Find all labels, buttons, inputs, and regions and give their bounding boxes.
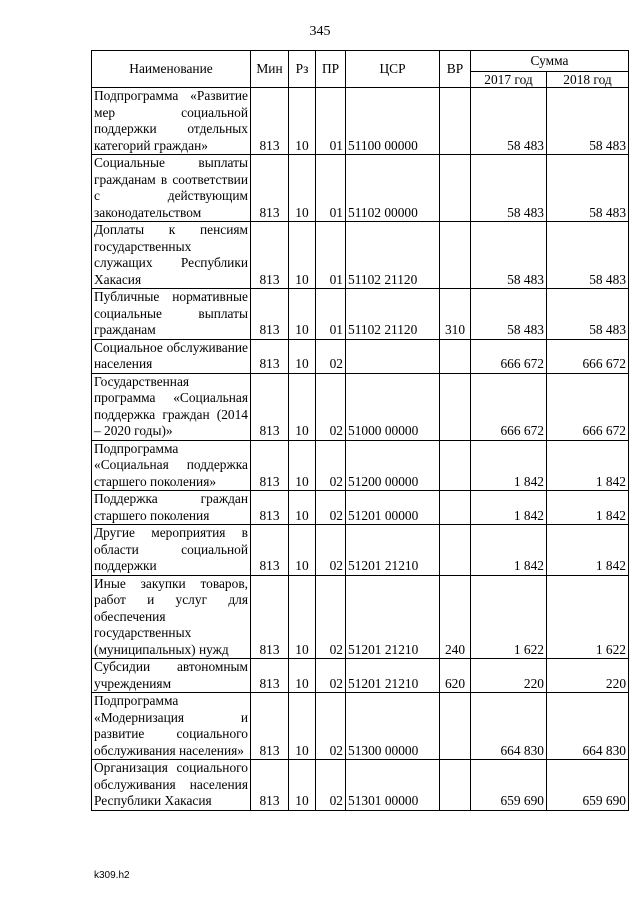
cell-rz: 10 bbox=[289, 659, 316, 693]
cell-vr bbox=[440, 155, 471, 222]
cell-2018: 666 672 bbox=[547, 373, 629, 440]
cell-vr bbox=[440, 440, 471, 491]
cell-2018: 1 842 bbox=[547, 525, 629, 576]
cell-csr: 51200 00000 bbox=[346, 440, 440, 491]
cell-2017: 666 672 bbox=[471, 339, 547, 373]
cell-name: Социальные выплаты гражданам в соответствии с действующим законодательством bbox=[92, 155, 251, 222]
cell-2018: 659 690 bbox=[547, 760, 629, 811]
cell-min: 813 bbox=[251, 525, 289, 576]
cell-csr: 51201 21210 bbox=[346, 525, 440, 576]
cell-vr bbox=[440, 373, 471, 440]
cell-vr bbox=[440, 339, 471, 373]
header-sum: Сумма bbox=[471, 51, 629, 72]
cell-pr: 02 bbox=[316, 659, 346, 693]
table-row bbox=[92, 289, 629, 340]
table-row bbox=[92, 659, 629, 693]
cell-2018: 220 bbox=[547, 659, 629, 693]
cell-pr: 02 bbox=[316, 693, 346, 760]
table-body bbox=[92, 88, 629, 811]
cell-csr: 51102 00000 bbox=[346, 155, 440, 222]
cell-pr: 02 bbox=[316, 339, 346, 373]
cell-min: 813 bbox=[251, 693, 289, 760]
cell-pr: 02 bbox=[316, 373, 346, 440]
table-row bbox=[92, 222, 629, 289]
cell-rz: 10 bbox=[289, 373, 316, 440]
cell-2018: 666 672 bbox=[547, 339, 629, 373]
cell-rz: 10 bbox=[289, 693, 316, 760]
cell-2018: 1 842 bbox=[547, 440, 629, 491]
cell-min: 813 bbox=[251, 88, 289, 155]
cell-rz: 10 bbox=[289, 289, 316, 340]
cell-2017: 1 842 bbox=[471, 491, 547, 525]
cell-2018: 664 830 bbox=[547, 693, 629, 760]
cell-2018: 58 483 bbox=[547, 289, 629, 340]
cell-rz: 10 bbox=[289, 760, 316, 811]
cell-min: 813 bbox=[251, 760, 289, 811]
cell-rz: 10 bbox=[289, 525, 316, 576]
cell-rz: 10 bbox=[289, 491, 316, 525]
header-rz: Рз bbox=[289, 51, 316, 88]
cell-2018: 58 483 bbox=[547, 222, 629, 289]
cell-name: Доплаты к пенсиям государственных служащих Республики Хакасия bbox=[92, 222, 251, 289]
cell-rz: 10 bbox=[289, 575, 316, 659]
cell-vr: 620 bbox=[440, 659, 471, 693]
table-header-row bbox=[92, 51, 629, 72]
cell-min: 813 bbox=[251, 289, 289, 340]
cell-2017: 58 483 bbox=[471, 289, 547, 340]
cell-name: Другие мероприятия в области социальной поддержки bbox=[92, 525, 251, 576]
cell-name: Поддержка граждан старшего поколения bbox=[92, 491, 251, 525]
cell-rz: 10 bbox=[289, 339, 316, 373]
cell-csr: 51102 21120 bbox=[346, 289, 440, 340]
cell-vr bbox=[440, 693, 471, 760]
cell-vr bbox=[440, 88, 471, 155]
cell-csr: 51000 00000 bbox=[346, 373, 440, 440]
cell-min: 813 bbox=[251, 491, 289, 525]
cell-2017: 58 483 bbox=[471, 88, 547, 155]
cell-2018: 1 842 bbox=[547, 491, 629, 525]
cell-rz: 10 bbox=[289, 155, 316, 222]
cell-csr bbox=[346, 339, 440, 373]
page-number: 345 bbox=[309, 24, 331, 39]
budget-table bbox=[91, 50, 629, 811]
header-min: Мин bbox=[251, 51, 289, 88]
table-row bbox=[92, 88, 629, 155]
cell-name: Подпрограмма «Социальная поддержка старшего поколения» bbox=[92, 440, 251, 491]
cell-pr: 02 bbox=[316, 525, 346, 576]
cell-min: 813 bbox=[251, 575, 289, 659]
header-year-2018: 2018 год bbox=[547, 72, 629, 88]
cell-csr: 51102 21120 bbox=[346, 222, 440, 289]
cell-name: Публичные нормативные социальные выплаты гражданам bbox=[92, 289, 251, 340]
cell-name: Подпрограмма «Развитие мер социальной поддержки отдельных категорий граждан» bbox=[92, 88, 251, 155]
cell-min: 813 bbox=[251, 339, 289, 373]
cell-min: 813 bbox=[251, 222, 289, 289]
table-row bbox=[92, 575, 629, 659]
cell-pr: 02 bbox=[316, 440, 346, 491]
cell-name: Подпрограмма «Модернизация и развитие социального обслуживания населения» bbox=[92, 693, 251, 760]
table-row bbox=[92, 440, 629, 491]
cell-2017: 664 830 bbox=[471, 693, 547, 760]
table-row bbox=[92, 339, 629, 373]
cell-vr: 240 bbox=[440, 575, 471, 659]
cell-pr: 01 bbox=[316, 222, 346, 289]
cell-vr bbox=[440, 222, 471, 289]
cell-csr: 51100 00000 bbox=[346, 88, 440, 155]
header-vr: ВР bbox=[440, 51, 471, 88]
cell-2017: 1 842 bbox=[471, 525, 547, 576]
cell-pr: 01 bbox=[316, 155, 346, 222]
header-pr: ПР bbox=[316, 51, 346, 88]
table-row bbox=[92, 760, 629, 811]
cell-csr: 51201 00000 bbox=[346, 491, 440, 525]
cell-2018: 58 483 bbox=[547, 155, 629, 222]
table-row bbox=[92, 693, 629, 760]
cell-rz: 10 bbox=[289, 88, 316, 155]
cell-pr: 02 bbox=[316, 760, 346, 811]
footer-code: k309.h2 bbox=[94, 870, 130, 881]
cell-vr bbox=[440, 491, 471, 525]
table-row bbox=[92, 155, 629, 222]
header-year-2017: 2017 год bbox=[471, 72, 547, 88]
header-name: Наименование bbox=[92, 51, 251, 88]
cell-vr: 310 bbox=[440, 289, 471, 340]
cell-pr: 02 bbox=[316, 491, 346, 525]
cell-name: Государственная программа «Социальная поддержка граждан (2014 – 2020 годы)» bbox=[92, 373, 251, 440]
table-row bbox=[92, 525, 629, 576]
cell-2018: 1 622 bbox=[547, 575, 629, 659]
cell-rz: 10 bbox=[289, 222, 316, 289]
table-row bbox=[92, 491, 629, 525]
cell-vr bbox=[440, 760, 471, 811]
cell-name: Иные закупки товаров, работ и услуг для обеспечения государственных (муниципальных) нужд bbox=[92, 575, 251, 659]
cell-min: 813 bbox=[251, 155, 289, 222]
cell-min: 813 bbox=[251, 373, 289, 440]
cell-csr: 51300 00000 bbox=[346, 693, 440, 760]
cell-2017: 58 483 bbox=[471, 222, 547, 289]
cell-2017: 1 622 bbox=[471, 575, 547, 659]
cell-pr: 01 bbox=[316, 88, 346, 155]
cell-csr: 51201 21210 bbox=[346, 659, 440, 693]
cell-2017: 58 483 bbox=[471, 155, 547, 222]
cell-min: 813 bbox=[251, 659, 289, 693]
cell-2018: 58 483 bbox=[547, 88, 629, 155]
cell-min: 813 bbox=[251, 440, 289, 491]
table-row bbox=[92, 373, 629, 440]
cell-2017: 220 bbox=[471, 659, 547, 693]
cell-csr: 51301 00000 bbox=[346, 760, 440, 811]
cell-name: Социальное обслуживание населения bbox=[92, 339, 251, 373]
cell-2017: 659 690 bbox=[471, 760, 547, 811]
cell-2017: 1 842 bbox=[471, 440, 547, 491]
header-csr: ЦСР bbox=[346, 51, 440, 88]
cell-vr bbox=[440, 525, 471, 576]
cell-pr: 01 bbox=[316, 289, 346, 340]
cell-2017: 666 672 bbox=[471, 373, 547, 440]
cell-name: Субсидии автономным учреждениям bbox=[92, 659, 251, 693]
cell-rz: 10 bbox=[289, 440, 316, 491]
cell-name: Организация социального обслуживания населения Республики Хакасия bbox=[92, 760, 251, 811]
cell-csr: 51201 21210 bbox=[346, 575, 440, 659]
cell-pr: 02 bbox=[316, 575, 346, 659]
